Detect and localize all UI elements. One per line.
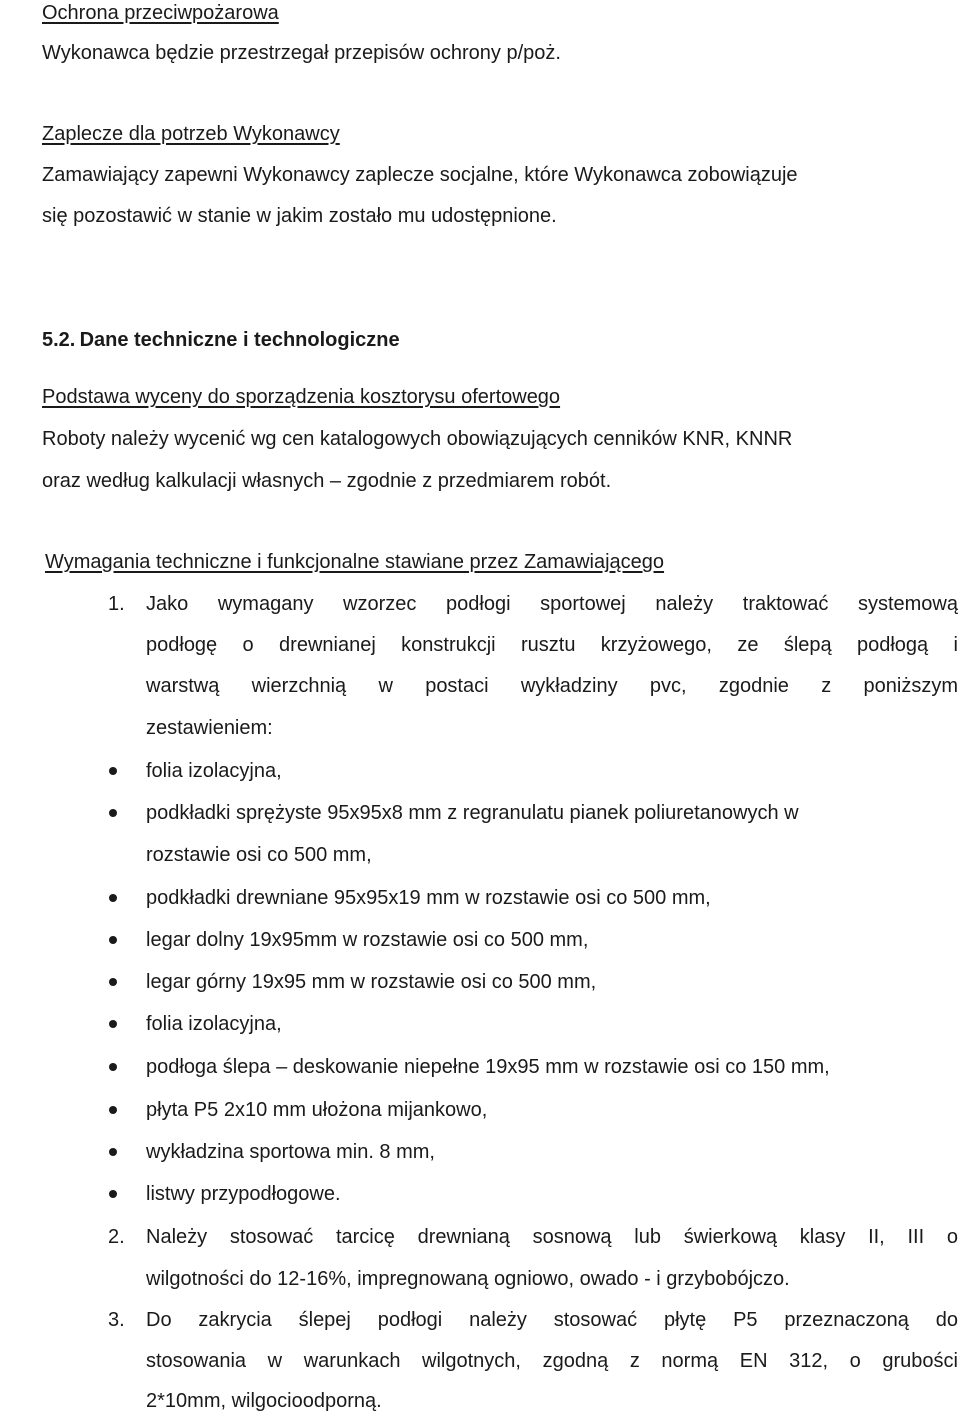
requirements-title: Wymagania techniczne i funkcjonalne stawiane przez Zamawiającego [45, 551, 665, 573]
list-number-3: 3. [108, 1309, 125, 1331]
bullet-dot [109, 978, 117, 986]
bullet-item: listwy przypodłogowe. [146, 1183, 341, 1205]
contractor-base-text-line2: się pozostawić w stanie w jakim zostało mu udostępnione. [42, 205, 557, 227]
bullet-dot [109, 809, 117, 817]
bullet-item: płyta P5 2x10 mm ułożona mijankowo, [146, 1099, 488, 1121]
heading-title: Dane techniczne i technologiczne [79, 329, 400, 351]
fire-protection-text: Wykonawca będzie przestrzegał przepisów ochrony p/poż. [42, 42, 561, 64]
bullet-item: legar dolny 19x95mm w rozstawie osi co 500 mm, [146, 929, 589, 951]
bullet-item: wykładzina sportowa min. 8 mm, [146, 1141, 435, 1163]
bullet-item: folia izolacyjna, [146, 1013, 282, 1035]
bullet-item: podłoga ślepa – deskowanie niepełne 19x95 mm w rozstawie osi co 150 mm, [146, 1056, 830, 1078]
bullet-dot [109, 1148, 117, 1156]
bullet-dot [109, 1106, 117, 1114]
heading-number: 5.2. [42, 329, 76, 351]
item3-line2: stosowania w warunkach wilgotnych, zgodną z normą EN 312, o grubości [146, 1350, 958, 1372]
bullet-dot [109, 1190, 117, 1198]
bullet-item-continuation: rozstawie osi co 500 mm, [146, 844, 372, 866]
item1-line3: warstwą wierzchnią w postaci wykładziny pvc, zgodnie z poniższym [146, 675, 958, 697]
section-heading-5-2 [42, 328, 400, 352]
contractor-base-text-line1: Zamawiający zapewni Wykonawcy zaplecze socjalne, które Wykonawca zobowiązuje [42, 164, 798, 186]
item3-line1: Do zakrycia ślepej podłogi należy stosować płytę P5 przeznaczoną do [146, 1309, 958, 1331]
bullet-item: podkładki sprężyste 95x95x8 mm z regranulatu pianek poliuretanowych w [146, 802, 799, 824]
bullet-dot [109, 1063, 117, 1071]
bullet-dot [109, 936, 117, 944]
valuation-text-line1: Roboty należy wycenić wg cen katalogowych obowiązujących cenników KNR, KNNR [42, 428, 793, 450]
bullet-item: podkładki drewniane 95x95x19 mm w rozstawie osi co 500 mm, [146, 887, 711, 909]
bullet-item: legar górny 19x95 mm w rozstawie osi co 500 mm, [146, 971, 597, 993]
item1-line2: podłogę o drewnianej konstrukcji rusztu krzyżowego, ze ślepą podłogą i [146, 634, 958, 656]
bullet-item: folia izolacyjna, [146, 760, 282, 782]
item1-line1: Jako wymagany wzorzec podłogi sportowej należy traktować systemową [146, 593, 958, 615]
list-number-2: 2. [108, 1226, 125, 1248]
item2-line2: wilgotności do 12-16%, impregnowaną ogniowo, owado - i grzybobójczo. [146, 1268, 790, 1290]
section-title-fire-protection: Ochrona przeciwpożarowa [42, 2, 279, 24]
item3-line3: 2*10mm, wilgocioodporną. [146, 1390, 382, 1412]
valuation-basis-title: Podstawa wyceny do sporządzenia kosztorysu ofertowego [42, 386, 561, 408]
bullet-dot [109, 894, 117, 902]
item1-line4: zestawieniem: [146, 717, 273, 739]
bullet-dot [109, 1020, 117, 1028]
valuation-text-line2: oraz według kalkulacji własnych – zgodnie z przedmiarem robót. [42, 470, 612, 492]
list-number-1: 1. [108, 593, 125, 615]
section-title-contractor-base: Zaplecze dla potrzeb Wykonawcy [42, 123, 340, 145]
item2-line1: Należy stosować tarcicę drewnianą sosnową lub świerkową klasy II, III o [146, 1226, 958, 1248]
bullet-dot [109, 767, 117, 775]
